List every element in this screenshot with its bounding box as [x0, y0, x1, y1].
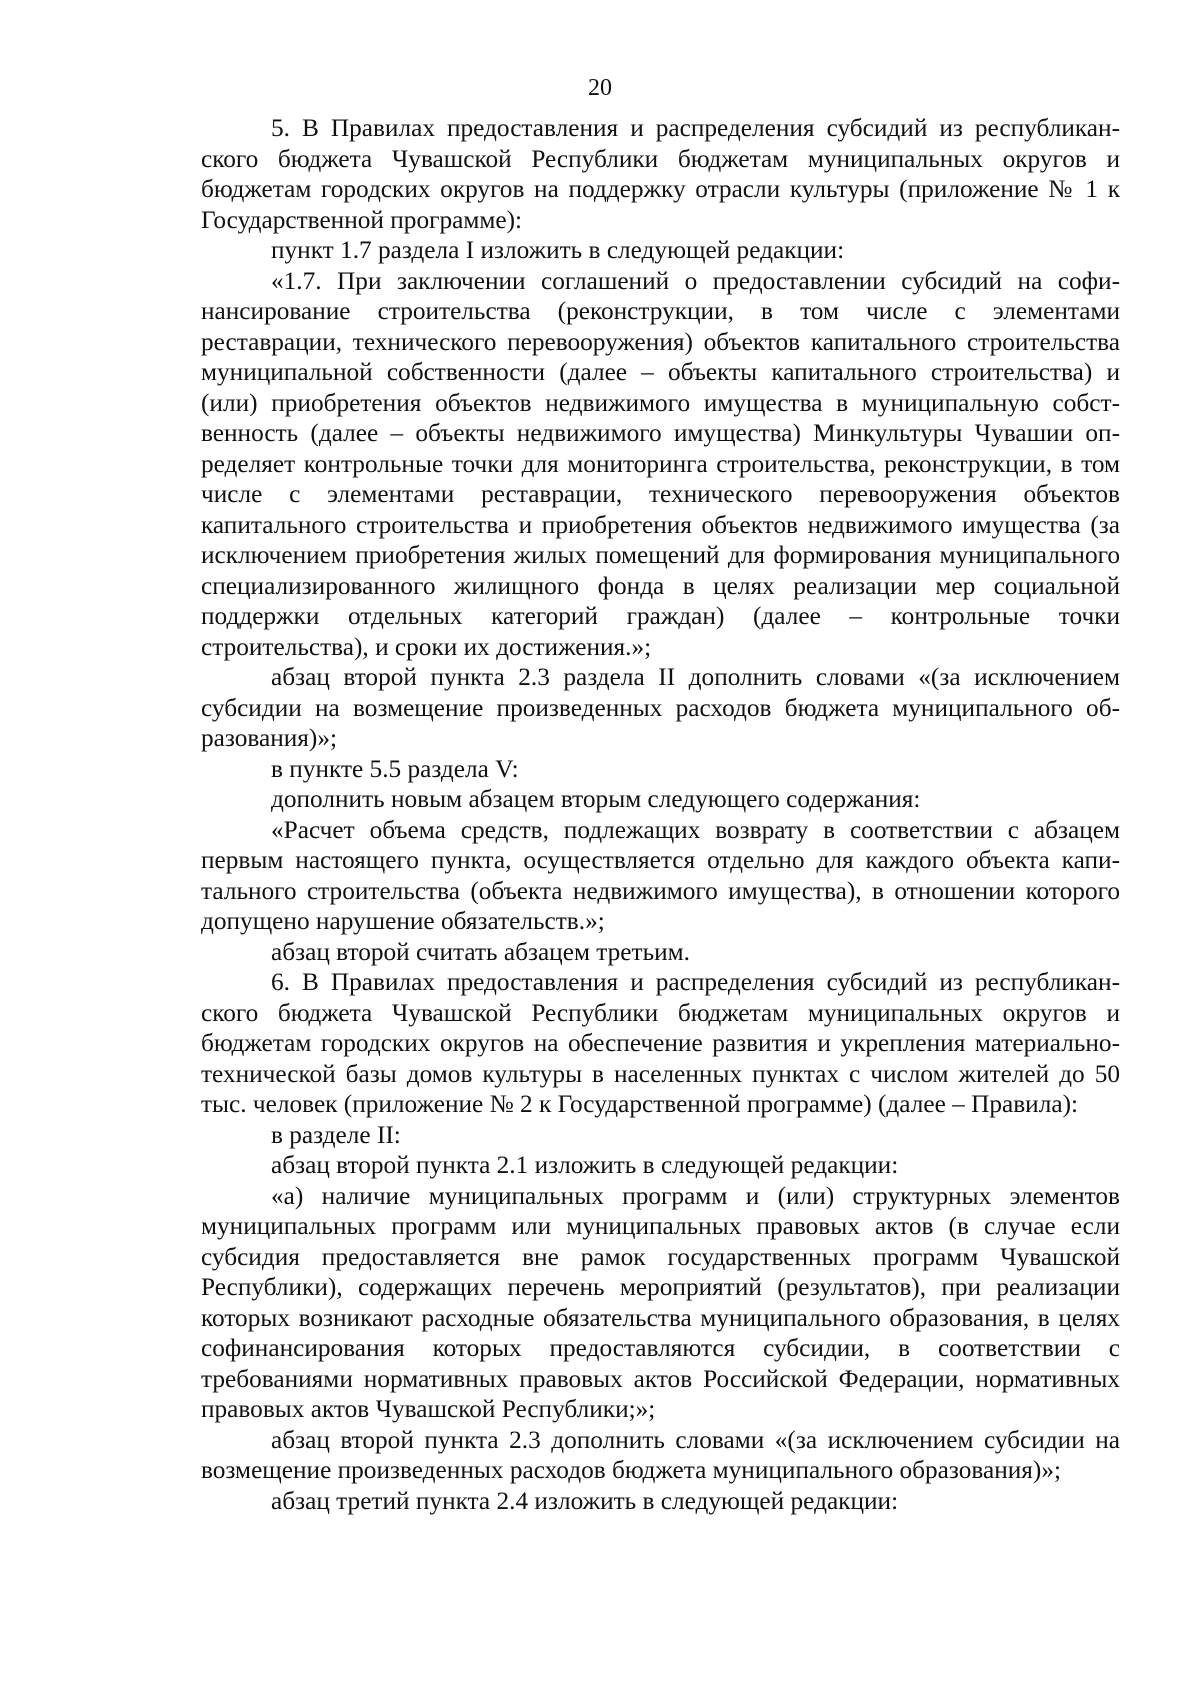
- paragraph-item-6: 6. В Правилах предоставления и распределения субсидий из республиканского бюджета Чувашской Республики бюджетам муниципальных округов и бюджетам городских округов на обеспечение развития и укрепления материально-технической базы домов культуры в населенных пунктах с числом жителей до 50 тыс. человек (приложение № 2 к Государственной программе) (далее – Правила):: [201, 968, 1120, 1118]
- paragraph-instruction: абзац второй считать абзацем третьим.: [271, 937, 690, 966]
- page-number: 20: [588, 75, 612, 101]
- document-body: [201, 113, 1120, 1516]
- paragraph-instruction: дополнить новым абзацем вторым следующего содержания:: [271, 785, 921, 813]
- paragraph-instruction: абзац третий пункта 2.4 изложить в следующей редакции:: [271, 1486, 899, 1515]
- paragraph-instruction: в разделе II:: [271, 1120, 401, 1149]
- paragraph-instruction: абзац второй пункта 2.1 изложить в следующей редакции:: [271, 1151, 899, 1179]
- paragraph-quoted-text: «Расчет объема средств, подлежащих возврату в соответствии с абзацем первым настоящего пункта, осуществляется отдельно для каждого объекта капитального строительства (объекта недвижимого имущества), в отношении которого допущено нарушение обязательств.»;: [201, 815, 1120, 935]
- paragraph-instruction: абзац второй пункта 2.3 дополнить словами «(за исключением субсидии на возмещение произведенных расходов бюджета муниципального образования)»;: [201, 1425, 1120, 1484]
- paragraph-quoted-text: «а) наличие муниципальных программ и (или) структурных элементов муниципальных программ или муниципальных правовых актов (в случае если субсидия предоставляется вне рамок государственных программ Чувашской Республики), содержащих перечень мероприятий (результатов), при реализации которых возникают расходные обязательства муниципального образования, в целях софинансирования которых предоставляются субсидии, в соответствии с требованиями нормативных правовых актов Российской Федерации, нормативных правовых актов Чувашской Республики;»;: [201, 1181, 1120, 1423]
- paragraph-item-5: 5. В Правилах предоставления и распределения субсидий из республиканского бюджета Чувашской Республики бюджетам муниципальных округов и бюджетам городских округов на поддержку отрасли культуры (приложение № 1 к Государственной программе):: [201, 114, 1120, 234]
- paragraph-instruction: абзац второй пункта 2.3 раздела II дополнить словами «(за исключением субсидии на возмещение произведенных расходов бюджета муниципального образования)»;: [201, 663, 1120, 752]
- paragraph-instruction: пункт 1.7 раздела I изложить в следующей редакции:: [271, 236, 845, 264]
- paragraph-quoted-text: «1.7. При заключении соглашений о предоставлении субсидий на софинансирование строительства (реконструкции, в том числе с элементами реставрации, технического перевооружения) объектов капитального строительства муниципальной собственности (далее – объекты капитального строительства) и (или) приобретения объектов недвижимого имущества в муниципальную собственность (далее – объекты недвижимого имущества) Минкультуры Чувашии определяет контрольные точки для мониторинга строительства, реконструкции, в том числе с элементами реставрации, технического перевооружения объектов капитального строительства и приобретения объектов недвижимого имущества (за исключением приобретения жилых помещений для формирования муниципального специализированного жилищного фонда в целях реализации мер социальной поддержки отдельных категорий граждан) (далее – контрольные точки строительства), и сроки их достижения.»;: [201, 266, 1120, 661]
- paragraph-instruction: в пункте 5.5 раздела V:: [271, 754, 519, 783]
